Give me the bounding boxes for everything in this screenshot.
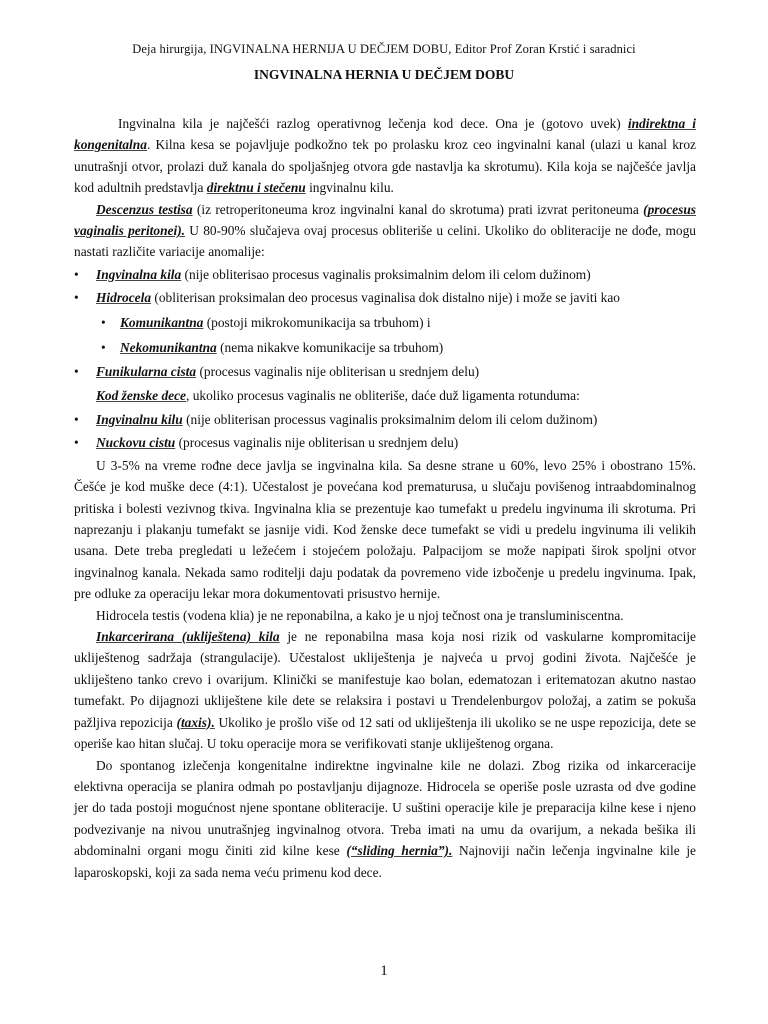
text-run: . Kilna kesa se pojavljuje podkožno tek po prolasku kroz ceo ingvinalni kanal (ulazi u kanal kroz unutrašnji otvor, prolazi duž kanala do spoljašnjeg otvora gde nastavlja ka skrotumu). Kila koja se najčešće javlja kod adultnih predstavlja <box>74 137 696 196</box>
list-item <box>74 408 696 432</box>
list-text: (nije obliterisao procesus vaginalis proksimalnim delom ili celom dužinom) <box>181 266 591 282</box>
text-run: Do spontanog izlečenja kongenitalne indirektne ingvinalne kile ne dolazi. Zbog rizika od inkarceracije elektivna operacija se planira odmah po postavljanju dijagnoze. Hidrocela se operiše posle uzrasta od dve godine jer do tada postoji mogućnost njene spontane obliteracije. U suštini operacije kile je preparacija kilne kese i njeno podvezivanje na nivou unutrašnjeg ingvinalnog otvora. Treba imati na umu da ovarijum, a nekada bešika ili abdominalni organi mogu činiti zid kilne kese <box>74 757 696 859</box>
emphasis-term: Descenzus testisa <box>96 201 193 217</box>
sub-list-item <box>74 335 696 360</box>
text-run: ingvinalnu kilu. <box>305 180 394 196</box>
paragraph-incarcerated <box>74 626 696 754</box>
bullet-icon: • <box>101 340 106 356</box>
list-text: (nema nikakve komunikacije sa trbuhom) <box>216 340 444 356</box>
emphasis-term: Inkarcerirana (ukliještena) kila <box>96 629 280 645</box>
paragraph-treatment <box>74 755 696 883</box>
text-run: Ingvinalna kila je najčešći razlog operativnog lečenja kod dece. Ona je (gotovo uvek) <box>118 116 628 131</box>
list-term: Funikularna cista <box>96 364 197 380</box>
list-item <box>74 286 696 310</box>
emphasis-term: indirektna i kongenitalna <box>74 116 696 153</box>
list-text: (procesus vaginalis nije obliterisan u srednjem delu) <box>175 435 459 451</box>
bullet-icon: • <box>74 364 79 380</box>
text-run: je ne reponabilna masa koja nosi rizik od vaskularne kompromitacije ukliještenog sadržaja (strangulacije). Učestalost ukliještenja je najveća u prvoj godini života. Najčešće je ukliješteno tanko crevo i ovarijum. Klinički se manifestuje kao bolan, edematozan i eritematozan akutno nastao tumefakt. Po dijagnozi ukliještene kile dete se relaksira i postavi u Trendelenburgov položaj, a zatim se pokuša pažljiva repozicija <box>74 629 697 730</box>
document-body <box>74 113 696 883</box>
text-run: (iz retroperitoneuma kroz ingvinalni kanal do skrotuma) prati izvrat peritoneuma <box>192 201 644 217</box>
list-text: (obliterisan proksimalan deo procesus vaginalisa dok distalno nije) i može se javiti kao <box>151 290 620 306</box>
paragraph-descensus <box>74 199 696 263</box>
text-run: , ukoliko procesus vaginalis ne obliteriše, daće duž ligamenta rotunduma: <box>186 387 580 403</box>
emphasis-term: (“sliding hernia”). <box>346 843 453 859</box>
page-number: 1 <box>380 963 388 979</box>
paragraph-incidence: U 3-5% na vreme rođne dece javlja se ingvinalna kila. Sa desne strane u 60%, levo 25% i obostrano 15%. Češće je kod muške dece (4:1). Učestalost je povećana kod prematurusa, u slučaju povišenog intraabdominalnog pritiska i bolesti vezivnog tkiva. Ingvinalna klia se prezentuje kao tumefakt u predelu ingvinuma ili skrotuma. Pri naprezanju i plakanju tumefakt se jasnije vidi. Kod ženske dece tumefakt se vidi u predelu ingvinuma ili velikih usana. Dete treba pregledati u ležećem i stojećem položaju. Palpacijom se može napipati širok spoljni otvor ingvinalnog kanala. Nekada samo roditelji daju podatak da povremeno vide izbočenje u predelu ingvinuma. Ipak, pre odluke za operaciju lekar mora dokumentovati prisustvo hernije. <box>74 457 696 602</box>
list-text: (nije obliterisan processus vaginalis proksimalnim delom ili celom dužinom) <box>182 411 598 427</box>
emphasis-term: direktnu i stečenu <box>206 180 306 196</box>
list-text: (postoji mikrokomunikacija sa trbuhom) i <box>203 315 431 331</box>
emphasis-term: (procesus vaginalis peritonei). <box>74 201 696 239</box>
text-run: U 80-90% slučajeva ovaj procesus obliteriše u celini. Ukoliko do obliteracije ne dođe, mogu nastati različite variacije anomalije: <box>74 223 696 260</box>
sub-list-item <box>74 310 696 335</box>
text-run: Ukoliko je prošlo više od 12 sati od ukliještenja ili ukoliko se ne uspe repozicija, dete se operiše kao hitan slučaj. U toku operacije mora se verifikovati stanje ukliještenog organa. <box>74 714 696 752</box>
bullet-icon: • <box>74 435 79 451</box>
paragraph-female <box>74 384 696 408</box>
emphasis-term: (taxis). <box>176 714 215 730</box>
list-term: Nekomunikantna <box>120 340 217 356</box>
list-item <box>74 431 696 455</box>
running-header: Deja hirurgija, INGVINALNA HERNIJA U DEČJEM DOBU, Editor Prof Zoran Krstić i saradnici <box>132 42 636 56</box>
emphasis-term: Kod ženske dece <box>96 387 186 403</box>
paragraph-hydrocele: Hidrocela testis (vodena klia) je ne reponabilna, a kako je u njoj tečnost ona je transluminiscentna. <box>96 607 624 623</box>
list-term: Ingvinalna kila <box>96 266 182 282</box>
text-run: Najnoviji način lečenja ingvinalne kile je laparoskopski, koji za sada nema veću primenu kod dece. <box>74 843 697 880</box>
paragraph-intro <box>74 113 696 199</box>
list-term: Komunikantna <box>120 315 204 331</box>
list-term: Ingvinalnu kilu <box>96 411 183 427</box>
bullet-icon: • <box>74 411 79 427</box>
list-text: (procesus vaginalis nije obliterisan u srednjem delu) <box>196 364 480 380</box>
bullet-icon: • <box>101 315 106 331</box>
bullet-icon: • <box>74 266 79 282</box>
document-title: INGVINALNA HERNIA U DEČJEM DOBU <box>253 67 515 82</box>
list-item <box>74 360 696 384</box>
bullet-icon: • <box>74 290 79 306</box>
list-term: Nuckovu cistu <box>96 435 176 451</box>
list-term: Hidrocela <box>96 290 152 306</box>
list-item <box>74 263 696 287</box>
